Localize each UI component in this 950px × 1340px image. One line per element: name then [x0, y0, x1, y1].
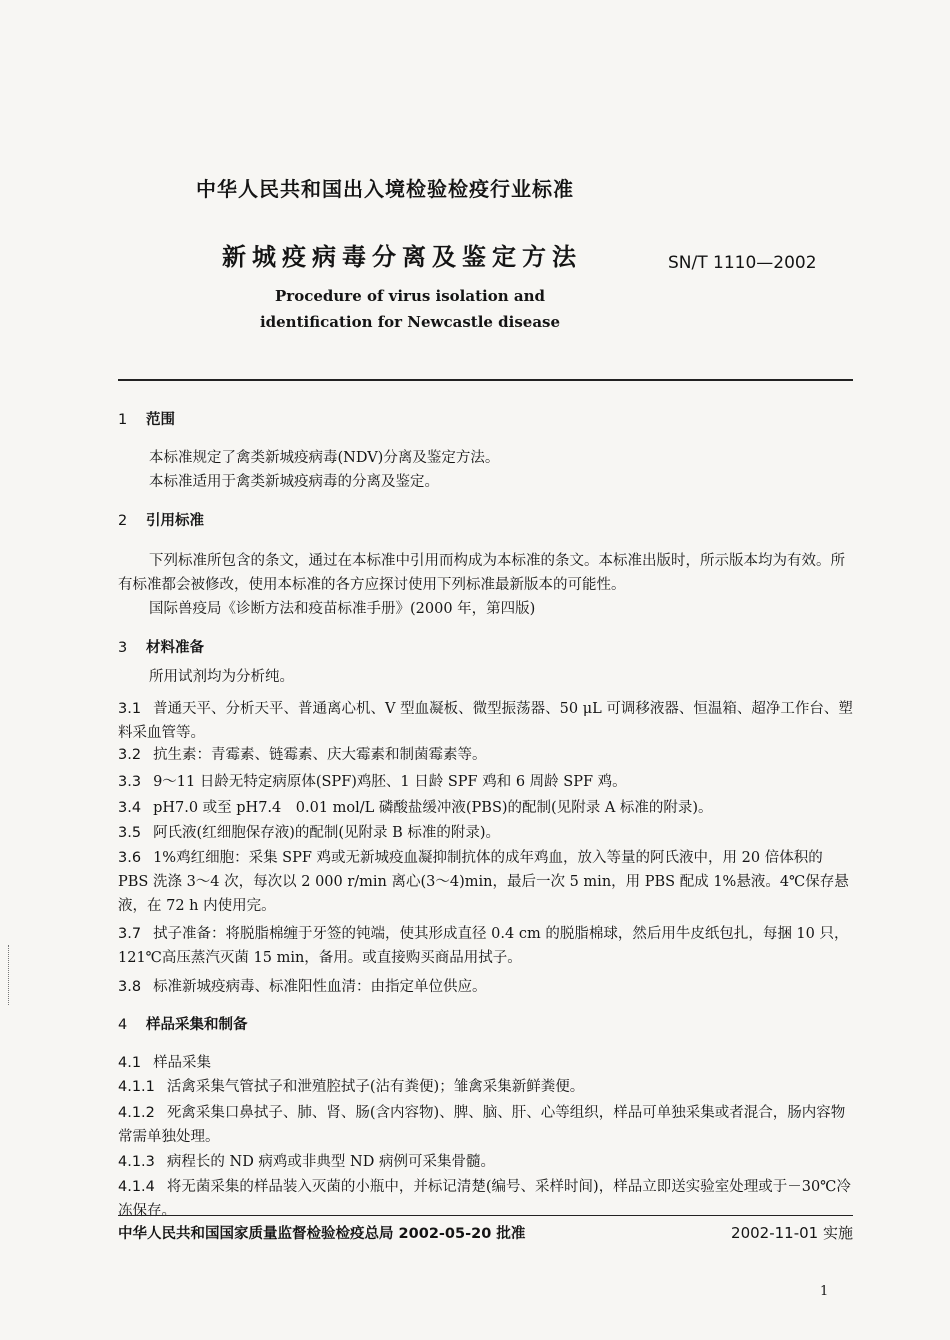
- clause-label: 4.1.1: [118, 1079, 155, 1095]
- paragraph: 所用试剂均为分析纯。: [149, 669, 294, 685]
- page-number: 1: [820, 1284, 829, 1299]
- clause-text: 9～11 日龄无特定病原体(SPF)鸡胚、1 日龄 SPF 鸡和 6 周龄 SPF 鸡。: [153, 774, 627, 790]
- section-title: 范围: [146, 412, 175, 428]
- approval-line: 中华人民共和国国家质量监督检验检疫总局 2002-05-20 批准: [118, 1226, 526, 1242]
- clause-label: 3.8: [118, 979, 142, 995]
- clause-label: 3.7: [118, 926, 142, 942]
- clause-3-5: [118, 821, 853, 845]
- section-3-heading: [118, 636, 204, 657]
- section-number: 2: [118, 513, 128, 529]
- clause-3-4: [118, 796, 853, 820]
- paragraph: 本标准适用于禽类新城疫病毒的分离及鉴定。: [149, 474, 439, 490]
- clause-3-3: [118, 770, 853, 794]
- clause-3-1: [118, 697, 853, 745]
- document-title: 新城疫病毒分离及鉴定方法: [222, 243, 582, 271]
- section-number: 3: [118, 640, 128, 656]
- section-title: 样品采集和制备: [146, 1017, 248, 1033]
- clause-text: 阿氏液(红细胞保存液)的配制(见附录 B 标准的附录)。: [153, 825, 501, 841]
- ministry-heading: 中华人民共和国出入境检验检疫行业标准: [196, 177, 574, 201]
- clause-4-1-2: [118, 1101, 853, 1149]
- section-1-heading: [118, 408, 175, 429]
- clause-label: 4.1.2: [118, 1105, 155, 1121]
- paragraph: 本标准规定了禽类新城疫病毒(NDV)分离及鉴定方法。: [149, 450, 500, 466]
- standard-code: SN/T 1110—2002: [668, 253, 817, 273]
- clause-text: 普通天平、分析天平、普通离心机、V 型血凝板、微型振荡器、50 μL 可调移液器、恒温箱、超净工作台、塑料采血管等。: [118, 701, 853, 741]
- clause-text: pH7.0 或至 pH7.4 0.01 mol/L 磷酸盐缓冲液(PBS)的配制(见附录 A 标准的附录)。: [153, 800, 713, 816]
- scan-margin-mark: [8, 945, 10, 1005]
- clause-text: 标准新城疫病毒、标准阳性血清：由指定单位供应。: [153, 979, 487, 995]
- footer-divider: [118, 1215, 853, 1216]
- clause-text: 抗生素：青霉素、链霉素、庆大霉素和制菌霉素等。: [153, 747, 487, 763]
- english-title-line-1: Procedure of virus isolation and: [275, 287, 545, 305]
- section-4-heading: [118, 1013, 248, 1034]
- section-title: 引用标准: [146, 513, 204, 529]
- clause-label: 3.4: [118, 800, 142, 816]
- clause-text: 死禽采集口鼻拭子、肺、肾、肠(含内容物)、脾、脑、肝、心等组织，样品可单独采集或者混合，肠内容物常需单独处理。: [118, 1105, 846, 1145]
- header-divider: [118, 379, 853, 381]
- clause-label: 4.1.4: [118, 1179, 155, 1195]
- clause-label: 4.1: [118, 1055, 142, 1071]
- clause-label: 3.5: [118, 825, 142, 841]
- clause-label: 3.2: [118, 747, 142, 763]
- clause-text: 将无菌采集的样品装入灭菌的小瓶中，并标记清楚(编号、采样时间)，样品立即送实验室处理或于－30℃冷冻保存。: [118, 1179, 851, 1219]
- clause-3-7: [118, 922, 853, 970]
- clause-3-2: [118, 743, 853, 767]
- section-title: 材料准备: [146, 640, 204, 656]
- clause-text: 活禽采集气管拭子和泄殖腔拭子(沾有粪便)；雏禽采集新鲜粪便。: [166, 1079, 585, 1095]
- paragraph: 下列标准所包含的条文，通过在本标准中引用而构成为本标准的条文。本标准出版时，所示版本均为有效。所有标准都会被修改，使用本标准的各方应探讨使用下列标准最新版本的可能性。: [118, 553, 845, 593]
- english-title-line-2: identification for Newcastle disease: [259, 313, 561, 331]
- clause-4-1-3: [118, 1150, 853, 1174]
- clause-text: 1%鸡红细胞：采集 SPF 鸡或无新城疫血凝抑制抗体的成年鸡血，放入等量的阿氏液中，用 20 倍体积的 PBS 洗涤 3～4 次，每次以 2 000 r/min 离心(3～4)min，最后一次 5 min，用 PBS 配成 1%悬液。4℃保存悬液，在 72 h 内使用完。: [118, 850, 849, 914]
- clause-label: 3.1: [118, 701, 142, 717]
- clause-4-1-1: [118, 1075, 853, 1099]
- section-2-heading: [118, 509, 204, 530]
- section-number: 1: [118, 412, 128, 428]
- clause-4-1: [118, 1051, 853, 1075]
- clause-label: 4.1.3: [118, 1154, 155, 1170]
- paragraph: 国际兽疫局《诊断方法和疫苗标准手册》(2000 年，第四版): [149, 601, 536, 617]
- clause-text: 样品采集: [153, 1055, 212, 1071]
- clause-label: 3.3: [118, 774, 142, 790]
- clause-text: 病程长的 ND 病鸡或非典型 ND 病例可采集骨髓。: [166, 1154, 495, 1170]
- effective-date: 2002-11-01 实施: [731, 1224, 853, 1242]
- section-number: 4: [118, 1017, 128, 1033]
- clause-label: 3.6: [118, 850, 142, 866]
- clause-3-6: [118, 846, 853, 918]
- clause-text: 拭子准备：将脱脂棉缠于牙签的钝端，使其形成直径 0.4 cm 的脱脂棉球，然后用牛皮纸包扎，每捆 10 只，121℃高压蒸汽灭菌 15 min，备用。或直接购买商品用拭子。: [118, 926, 849, 966]
- clause-3-8: [118, 975, 853, 999]
